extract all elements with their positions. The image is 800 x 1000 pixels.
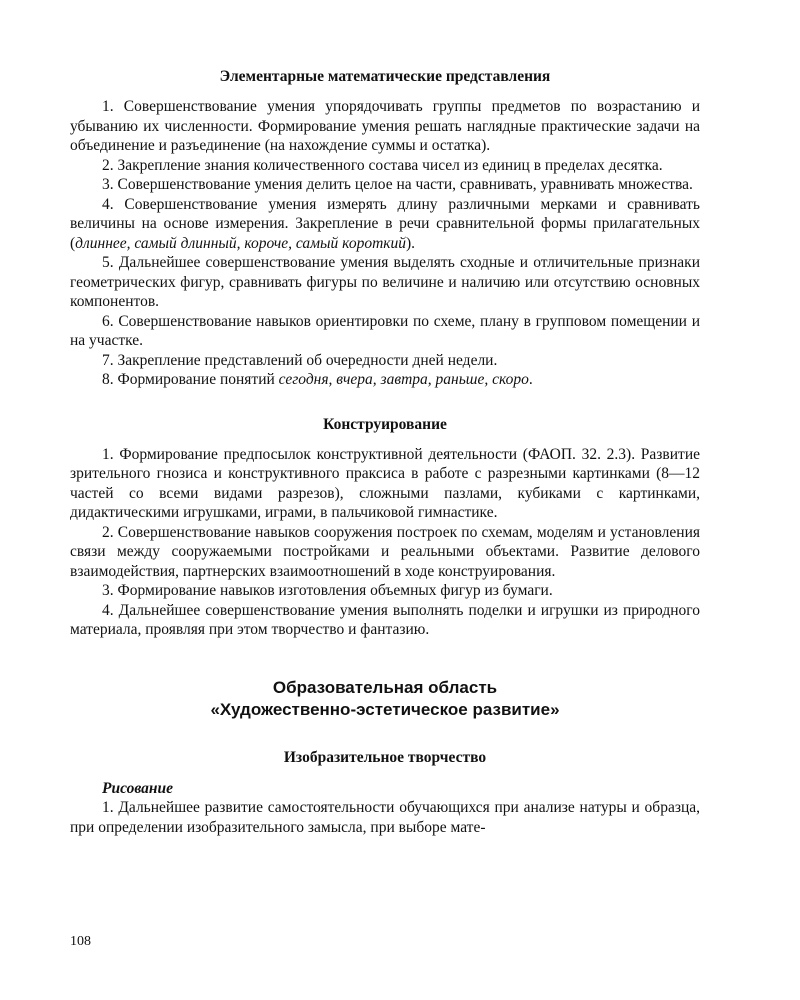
paragraph: 3. Совершенствование умения делить целое на части, сравнивать, уравнивать множества. <box>102 176 693 193</box>
paragraph <box>70 370 700 390</box>
italic-examples: сегодня, вчера, завтра, раньше, скоро <box>278 371 529 388</box>
paragraph: 5. Дальнейшее совершенствование умения выделять сходные и отличительные признаки геометрических фигур, сравнивать фигуры по величине и наличию или отсутствию основных компонентов. <box>70 254 700 310</box>
italic-examples: длиннее, самый длинный, короче, самый короткий <box>75 234 407 252</box>
section-title-math: Элементарные математические представления <box>219 68 551 85</box>
paragraph: 6. Совершенствование навыков ориентировки по схеме, плану в групповом помещении и на участке. <box>70 312 700 349</box>
educational-area-heading <box>70 677 700 721</box>
paragraph-text: . <box>528 371 533 388</box>
paragraph-text: 4. Совершенствование умения измерять длину различными мерками и сравнивать величины на основе измерения. Закрепление в речи сравнительной формы прилагательных ( <box>70 195 700 252</box>
page-number: 108 <box>70 934 91 949</box>
section-title-construction: Конструирование <box>323 415 447 433</box>
construction-paragraphs <box>70 445 700 640</box>
paragraph-text: ). <box>406 234 416 252</box>
area-title-line2: «Художественно-эстетическое развитие» <box>210 699 560 719</box>
paragraph: 4. Дальнейшее совершенствование умения выполнять поделки и игрушки из природного материала, проявляя при этом творчество и фантазию. <box>70 601 700 638</box>
paragraph: 1. Дальнейшее развитие самостоятельности обучающихся при анализе натуры и образца, при определении изобразительного замысла, при выборе мате- <box>70 799 700 836</box>
section-title-visual-art: Изобразительное творчество <box>283 748 487 766</box>
paragraph: 3. Формирование навыков изготовления объемных фигур из бумаги. <box>102 582 553 599</box>
paragraph-text: 8. Формирование понятий <box>102 371 279 388</box>
paragraph: 1. Совершенствование умения упорядочивать группы предметов по возрастанию и убыванию их численности. Формирование умения решать наглядные практические задачи на объединение и разъединение (на нахождение суммы и остатка). <box>70 98 700 154</box>
paragraph: 1. Формирование предпосылок конструктивной деятельности (ФАОП. 32. 2.3). Развитие зрительного гнозиса и конструктивного праксиса в работе с разрезными картинками (8—12 частей со всеми видами разрезов), сложными пазлами, кубиками с картинками, дидактическими игрушками, играми, в пальчиковой гимнастике. <box>70 445 700 521</box>
paragraph <box>70 195 700 254</box>
paragraph: 2. Совершенствование навыков сооружения построек по схемам, моделям и установления связи между сооружаемыми постройками и реальными объектами. Развитие делового взаимодействия, партнерских взаимоотношений в ходе конструирования. <box>70 523 700 580</box>
math-paragraphs <box>70 97 700 390</box>
subsection-label-drawing: Рисование <box>102 779 174 797</box>
paragraph: 7. Закрепление представлений об очередности дней недели. <box>102 351 498 369</box>
page-content <box>70 66 700 837</box>
area-title-line1: Образовательная область <box>272 677 498 697</box>
paragraph: 2. Закрепление знания количественного состава чисел из единиц в пределах десятка. <box>102 156 663 174</box>
